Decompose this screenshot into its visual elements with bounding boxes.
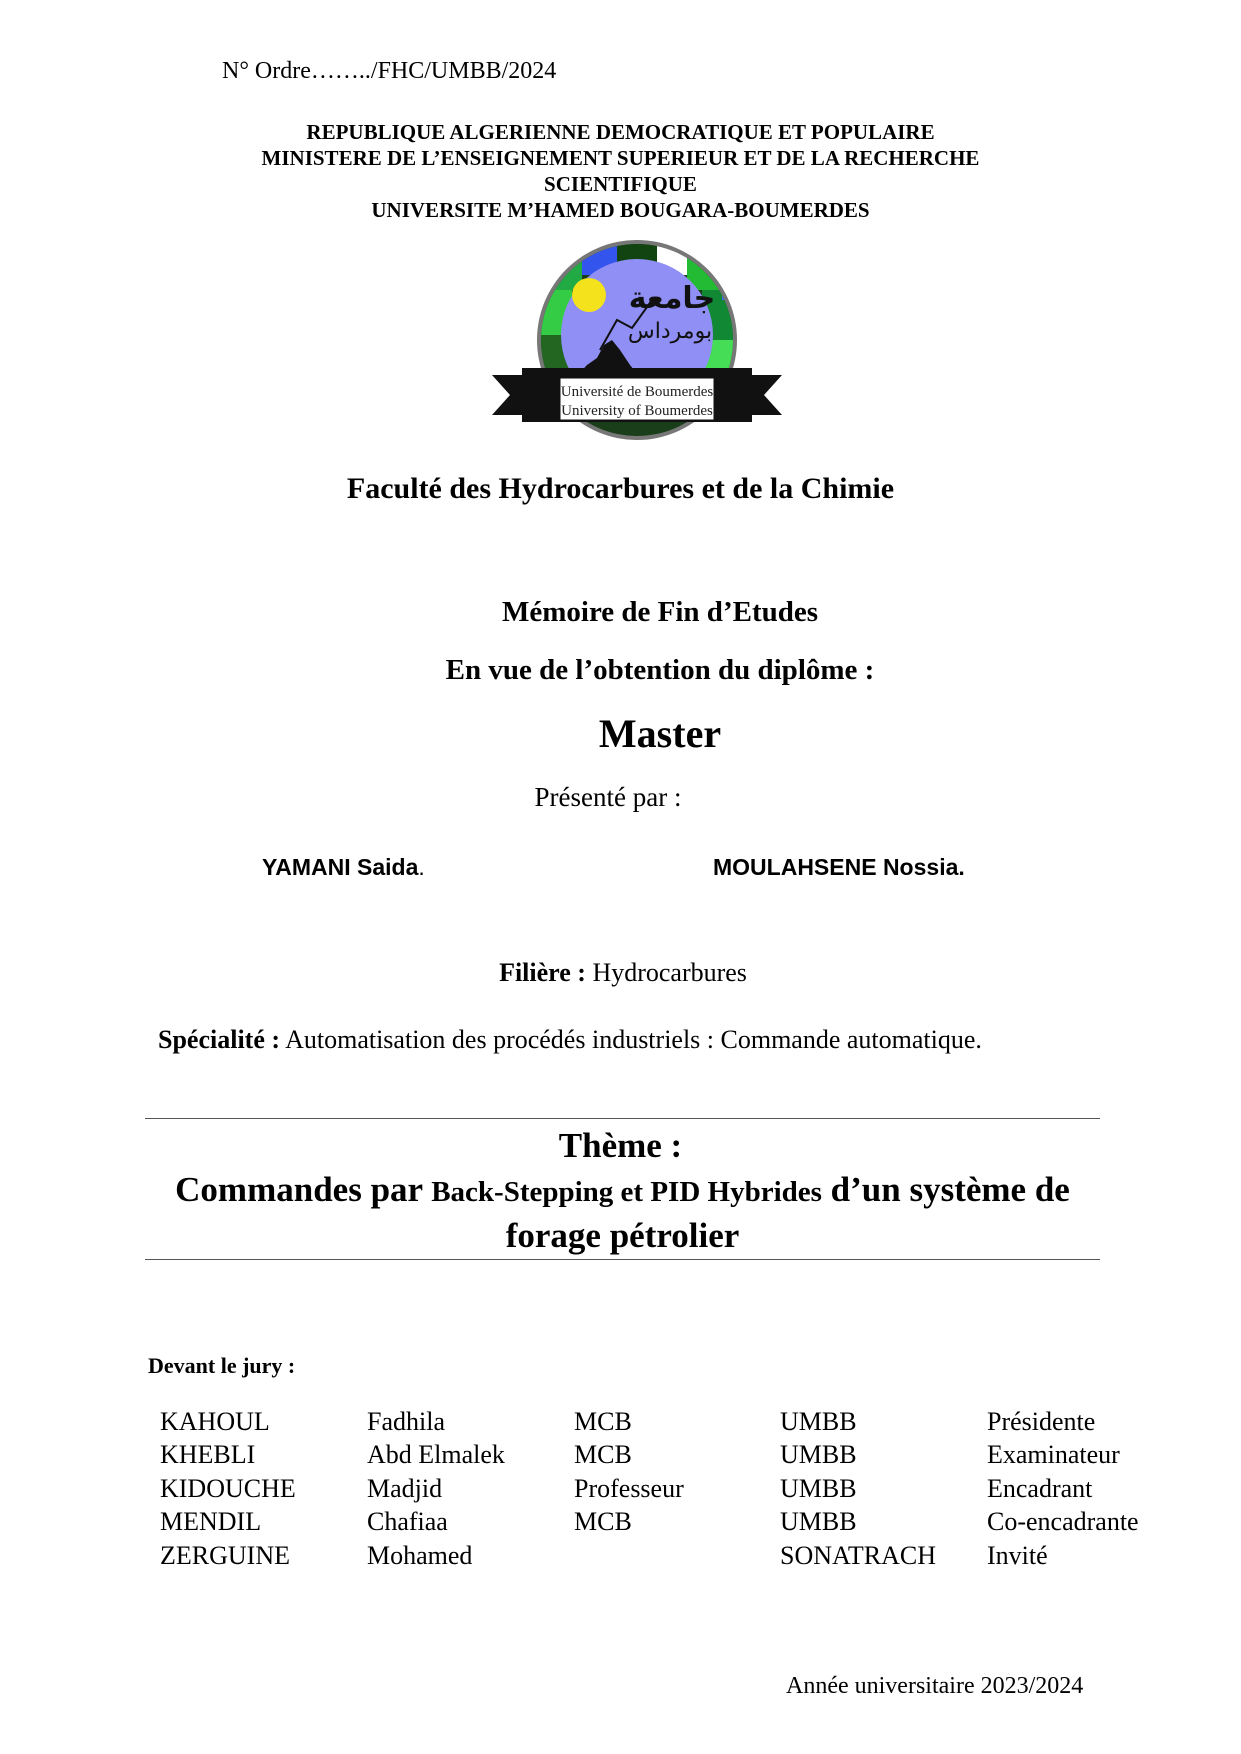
gov-line-university: UNIVERSITE M’HAMED BOUGARA-BOUMERDES	[371, 198, 870, 222]
author-1-name: YAMANI Saida	[262, 854, 419, 880]
table-row	[160, 1539, 1167, 1573]
table-row	[160, 1439, 1167, 1473]
jury-grade: MCB	[574, 1440, 632, 1470]
theme-title	[130, 1168, 1115, 1258]
jury-grade: Professeur	[574, 1473, 684, 1503]
gov-line-ministry: MINISTERE DE L’ENSEIGNEMENT SUPERIEUR ET DE LA RECHERCHE	[261, 146, 980, 170]
jury-role: Invité	[987, 1540, 1048, 1570]
specialite-value: Automatisation des procédés industriels : Commande automatique.	[280, 1025, 982, 1054]
jury-grade: MCB	[574, 1507, 632, 1537]
jury-last-name: KAHOUL	[160, 1406, 270, 1436]
jury-first-name: Mohamed	[367, 1540, 473, 1570]
table-row	[160, 1405, 1167, 1439]
order-number: N° Ordre……../FHC/UMBB/2024	[222, 58, 557, 84]
jury-last-name: KIDOUCHE	[160, 1473, 296, 1503]
jury-role: Présidente	[987, 1406, 1096, 1436]
author-1-suffix: .	[418, 854, 425, 880]
table-row	[160, 1506, 1167, 1540]
jury-organization: UMBB	[780, 1406, 857, 1436]
filiere-value: Hydrocarbures	[585, 958, 747, 987]
theme-bottom-rule	[145, 1259, 1100, 1260]
logo-arabic-line2: بومرداس	[627, 319, 713, 344]
jury-first-name: Fadhila	[367, 1406, 445, 1436]
jury-organization: UMBB	[780, 1473, 857, 1503]
jury-last-name: MENDIL	[160, 1507, 262, 1537]
diploma-line: En vue de l’obtention du diplôme :	[445, 654, 875, 686]
author-2	[713, 854, 965, 881]
gov-line-ministry-cont: SCIENTIFIQUE	[544, 172, 697, 196]
author-2-name: MOULAHSENE Nossia.	[713, 854, 965, 880]
jury-first-name: Madjid	[367, 1473, 443, 1503]
jury-last-name: ZERGUINE	[160, 1540, 290, 1570]
jury-label: Devant le jury :	[148, 1353, 296, 1378]
jury-organization: SONATRACH	[780, 1540, 937, 1570]
specialite-label: Spécialité :	[158, 1025, 281, 1054]
filiere-label: Filière :	[499, 958, 586, 987]
logo-banner-line1: Université de Boumerdes	[560, 384, 714, 400]
jury-first-name: Chafiaa	[367, 1507, 448, 1537]
logo-banner-line2: University of Boumerdes	[561, 403, 713, 419]
table-row	[160, 1472, 1167, 1506]
specialite-line	[158, 1025, 982, 1055]
jury-grade: MCB	[574, 1406, 632, 1436]
theme-title-part3: d’un système de forage pétrolier	[505, 1170, 1070, 1255]
jury-grade	[574, 1539, 780, 1573]
author-1	[262, 854, 425, 881]
logo-arabic-line1: جامعة	[628, 281, 716, 316]
jury-role: Encadrant	[987, 1473, 1093, 1503]
jury-role: Examinateur	[987, 1440, 1120, 1470]
jury-last-name: KHEBLI	[160, 1440, 256, 1470]
university-logo	[492, 240, 782, 450]
degree-title: Master	[598, 711, 722, 756]
memoire-title: Mémoire de Fin d’Etudes	[501, 596, 819, 628]
academic-year: Année universitaire 2023/2024	[786, 1673, 1084, 1699]
presented-by: Présenté par :	[534, 782, 682, 812]
jury-organization: UMBB	[780, 1440, 857, 1470]
filiere-line	[499, 958, 747, 988]
jury-organization: UMBB	[780, 1507, 857, 1537]
faculty-name: Faculté des Hydrocarbures et de la Chimie	[346, 472, 895, 505]
jury-role: Co-encadrante	[987, 1507, 1139, 1537]
theme-title-part2: Back-Stepping et PID Hybrides	[431, 1176, 822, 1208]
jury-table	[160, 1405, 1167, 1573]
gov-line-republic: REPUBLIQUE ALGERIENNE DEMOCRATIQUE ET POPULAIRE	[306, 120, 935, 144]
theme-title-part1: Commandes par	[175, 1170, 432, 1209]
theme-top-rule	[145, 1118, 1100, 1119]
jury-first-name: Abd Elmalek	[367, 1440, 505, 1470]
theme-label: Thème :	[558, 1126, 683, 1165]
